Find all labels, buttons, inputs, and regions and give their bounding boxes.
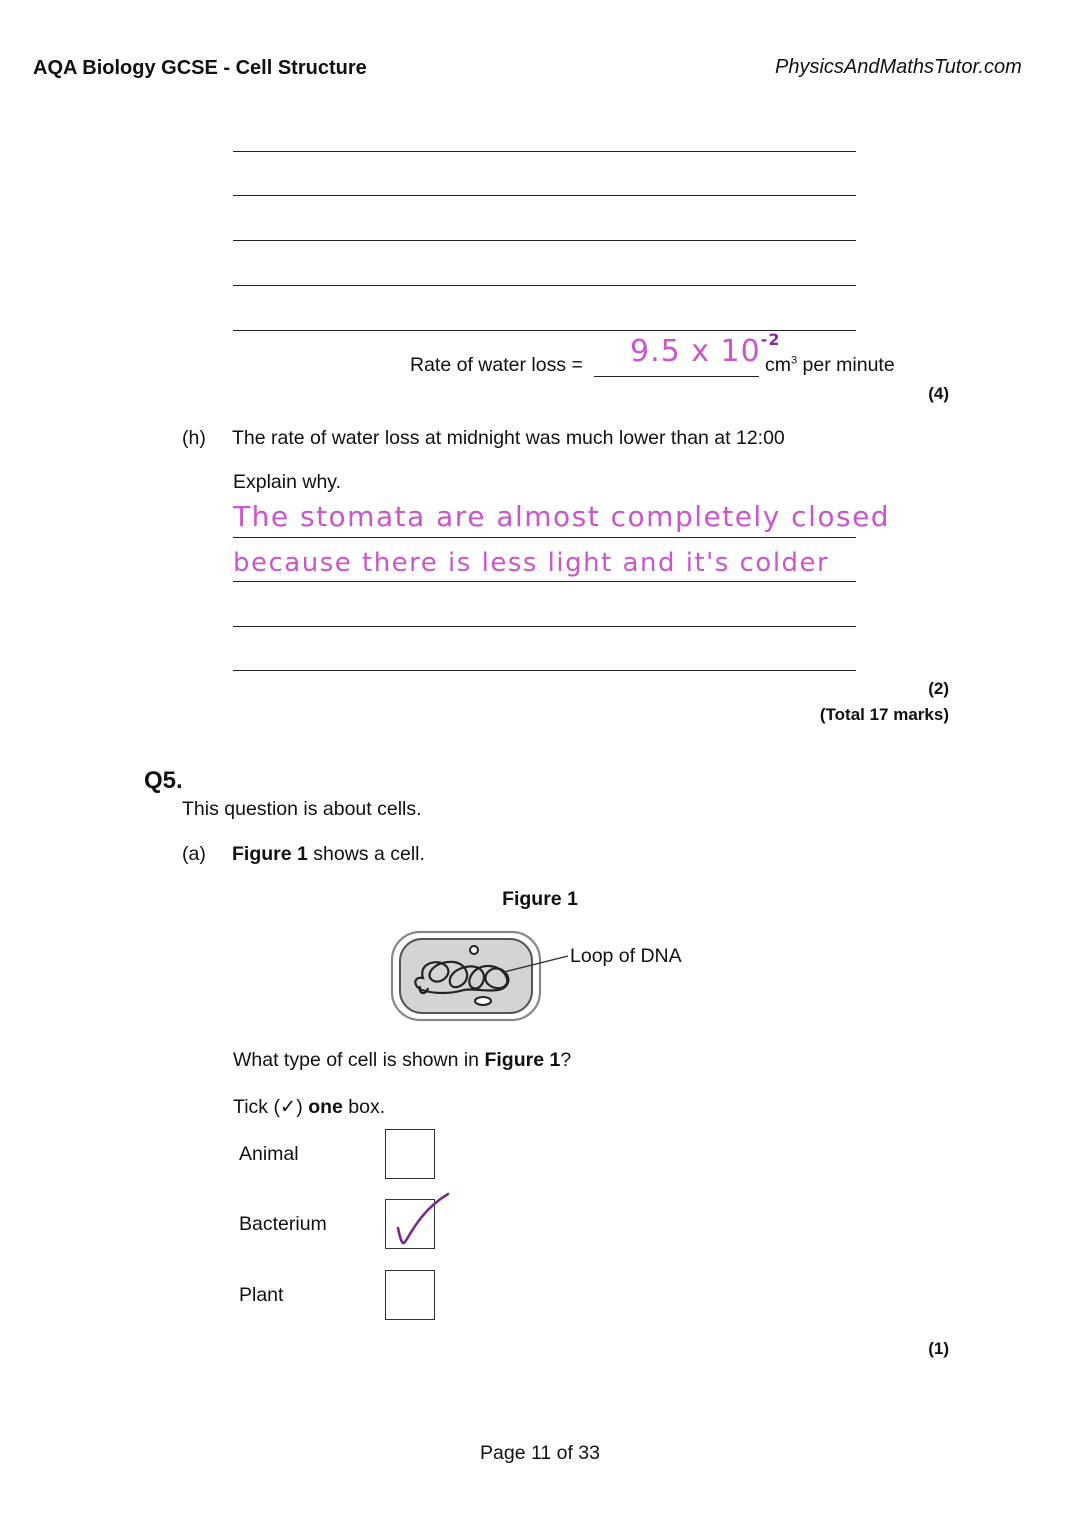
rate-unit: $cm^3$ per minute: [765, 354, 895, 376]
total-marks: (Total 17 marks): [819, 705, 949, 724]
rate-answer-line: [594, 376, 759, 377]
document-header-source: PhysicsAndMathsTutor.com: [775, 56, 1022, 78]
checkbox-plant[interactable]: [385, 1270, 435, 1320]
q5-intro: This question is about cells.: [182, 798, 422, 820]
document-header-title: AQA Biology GCSE - Cell Structure: [33, 57, 367, 79]
part-h-instruction: Explain why.: [233, 471, 342, 493]
option-label-bacterium: Bacterium: [239, 1213, 327, 1235]
answer-line: [233, 626, 856, 627]
handwritten-answer-line-2: because there is less light and it's colder: [233, 548, 830, 578]
marks-4: (4): [928, 384, 949, 403]
answer-line: [233, 537, 856, 538]
rate-label: Rate of water loss =: [410, 354, 583, 376]
figure-title: Figure 1: [502, 888, 578, 910]
part-a-label: (a): [182, 843, 206, 865]
marks-2: (2): [928, 679, 949, 698]
answer-line: [233, 195, 856, 196]
rate-answer-exponent: -2: [760, 330, 781, 349]
q5a-question: What type of cell is shown in Figure 1?: [233, 1049, 572, 1071]
question-number: Q5.: [144, 767, 183, 794]
marks-1: (1): [928, 1339, 949, 1358]
ribosome: [470, 946, 478, 954]
answer-line: [233, 670, 856, 671]
page-number: Page 11 of 33: [480, 1442, 600, 1464]
option-label-plant: Plant: [239, 1284, 284, 1306]
answer-line: [233, 581, 856, 582]
bacterium-cell-diagram: [388, 928, 700, 1026]
handwritten-answer-line-1: The stomata are almost completely closed: [233, 500, 891, 533]
cytoplasm: [400, 939, 532, 1013]
answer-line: [233, 240, 856, 241]
part-a-text: Figure 1 shows a cell.: [232, 843, 425, 865]
figure-label-dna: Loop of DNA: [570, 945, 682, 967]
option-label-animal: Animal: [239, 1143, 299, 1165]
rate-answer-handwritten: 9.5 x $10^{-2}$: [630, 330, 781, 369]
checkbox-animal[interactable]: [385, 1129, 435, 1179]
plasmid: [475, 997, 491, 1005]
handwritten-tick-icon: [388, 1188, 454, 1252]
part-h-label: (h): [182, 427, 206, 449]
part-h-question: The rate of water loss at midnight was much lower than at 12:00: [232, 427, 785, 449]
answer-line: [233, 285, 856, 286]
tick-instruction: Tick (✓) one box.: [233, 1096, 386, 1118]
answer-line: [233, 151, 856, 152]
